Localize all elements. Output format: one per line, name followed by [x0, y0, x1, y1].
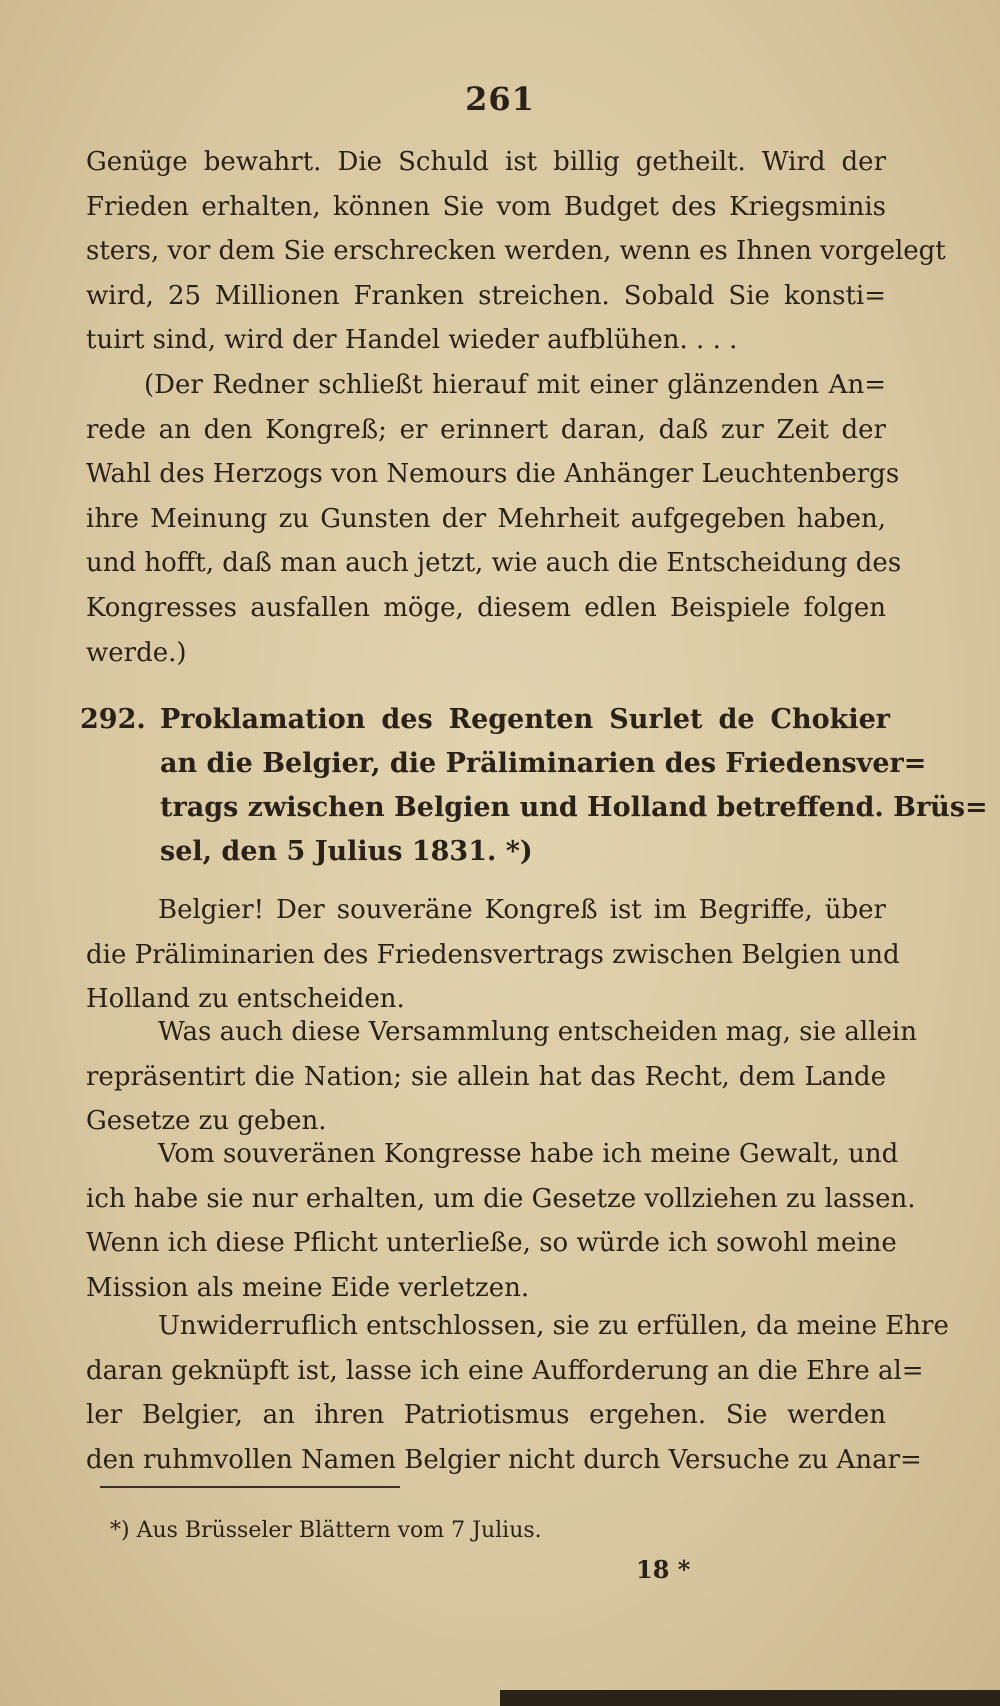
heading-line: Proklamation des Regenten Surlet de Chokier: [160, 704, 890, 735]
text-line: Frieden erhalten, können Sie vom Budget des Kriegsminis: [86, 191, 886, 222]
text-line: ler Belgier, an ihren Patriotismus ergehen. Sie werden: [86, 1400, 886, 1431]
text-line: repräsentirt die Nation; sie allein hat das Recht, dem Lande: [86, 1061, 886, 1092]
text-line: Vom souveränen Kongresse habe ich meine Gewalt, und: [158, 1139, 899, 1169]
section-number: 292.: [80, 704, 146, 735]
text-line: die Präliminarien des Friedensvertrags zwischen Belgien und: [86, 939, 900, 970]
paragraph-2: [86, 363, 902, 675]
text-line: Holland zu entscheiden.: [86, 984, 405, 1015]
text-line: Mission als meine Eide verletzen.: [86, 1272, 530, 1303]
text-line: sters, vor dem Sie erschrecken werden, wenn es Ihnen vorgelegt: [86, 236, 946, 267]
text-line: Wahl des Herzogs von Nemours die Anhänger Leuchtenbergs: [86, 459, 900, 490]
text-line: ich habe sie nur erhalten, um die Gesetze vollziehen zu lassen.: [86, 1183, 916, 1214]
text-line: tuirt sind, wird der Handel wieder aufblühen. . . .: [86, 325, 738, 356]
text-line: Genüge bewahrt. Die Schuld ist billig getheilt. Wird der: [86, 147, 886, 177]
paragraph-1: [86, 140, 946, 363]
text-line: rede an den Kongreß; er erinnert daran, daß zur Zeit der: [86, 414, 886, 445]
text-line: (Der Redner schließt hierauf mit einer glänzenden An=: [144, 370, 886, 400]
page-edge-shadow: [500, 1690, 1000, 1706]
text-line: Kongresses ausfallen möge, diesem edlen Beispiele folgen: [86, 592, 886, 623]
text-line: den ruhmvollen Namen Belgier nicht durch Versuche zu Anar=: [86, 1444, 922, 1475]
paragraph-5: [86, 1132, 916, 1310]
text-line: Unwiderruflich entschlossen, sie zu erfüllen, da meine Ehre: [158, 1311, 949, 1341]
paragraph-4: [86, 1010, 917, 1144]
paragraph-6: [86, 1304, 949, 1482]
paragraph-3: [86, 888, 900, 1022]
footnote-rule: [100, 1486, 400, 1488]
page-number: 261: [465, 80, 535, 118]
text-line: Belgier! Der souveräne Kongreß ist im Begriffe, über: [158, 895, 886, 925]
text-line: daran geknüpft ist, lasse ich eine Aufforderung an die Ehre al=: [86, 1355, 924, 1386]
text-line: und hofft, daß man auch jetzt, wie auch die Entscheidung des: [86, 548, 902, 579]
heading-line: trags zwischen Belgien und Holland betreffend. Brüs=: [160, 792, 988, 823]
text-line: Was auch diese Versammlung entscheiden mag, sie allein: [158, 1017, 917, 1047]
signature-mark: 18 *: [636, 1555, 691, 1584]
footnote: *) Aus Brüsseler Blättern vom 7 Julius.: [110, 1518, 542, 1543]
text-line: Gesetze zu geben.: [86, 1106, 327, 1137]
text-line: wird, 25 Millionen Franken streichen. Sobald Sie konsti=: [86, 280, 886, 311]
section-heading: [80, 698, 988, 874]
text-line: Wenn ich diese Pflicht unterließe, so würde ich sowohl meine: [86, 1228, 897, 1259]
heading-line: sel, den 5 Julius 1831. *): [160, 836, 533, 867]
text-line: ihre Meinung zu Gunsten der Mehrheit aufgegeben haben,: [86, 503, 886, 534]
heading-line: an die Belgier, die Präliminarien des Friedensver=: [160, 748, 927, 779]
text-line: werde.): [86, 637, 187, 668]
